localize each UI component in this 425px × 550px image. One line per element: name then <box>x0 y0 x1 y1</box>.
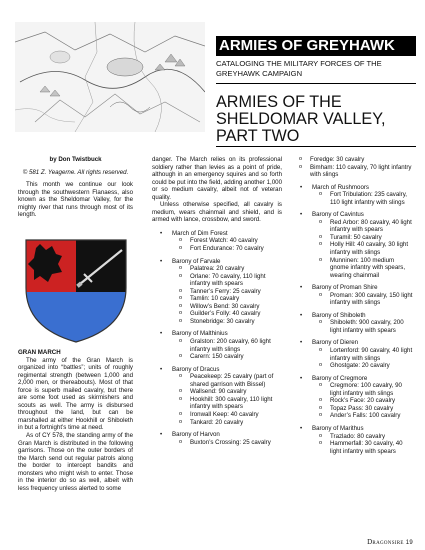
list-item: o Gralston: 200 cavalry, 60 light infantry with slings <box>172 338 282 353</box>
list-item: • Barony of Farvale o Palatrea: 20 cavalry o Orlane: 70 cavalry, 110 light infantry with spears o Tanner’s Ferry: 25 cavalry o Tamlin: 10 cavalry o Willow’s Bend: 30 cavalry o Guilder’s Folly: 40 cavalry o Stonebridge: 30 cavalry <box>152 258 282 326</box>
list-item: • Barony of Cavintus o Red Arbor: 80 cavalry, 40 light infantry with spears o Turamil: 50 cavalry o Holly Hill: 40 cavalry, 30 light infantry with slings o Munninen: 100 medium gnome infantry with spears, wearing chainmail <box>292 211 414 279</box>
list-item: o Guilder’s Folly: 40 cavalry <box>172 310 282 318</box>
list-item: o Topaz Pass: 30 cavalry <box>312 405 414 413</box>
list-item: o Tanner’s Ferry: 25 cavalry <box>172 288 282 296</box>
list-item: o Orlane: 70 cavalry, 110 light infantry with spears <box>172 273 282 288</box>
list-item: o Ironwall Keep: 40 cavalry <box>172 411 282 419</box>
continued-list <box>292 156 414 179</box>
list-item: o Tamlin: 10 cavalry <box>172 295 282 303</box>
list-item: • Barony of Proman Shire o Proman: 300 cavalry, 150 light infantry with slings <box>292 284 414 307</box>
list-item: o Lortenford: 90 cavalry, 40 light infantry with slings <box>312 347 414 362</box>
article-title: ARMIES OF THE SHELDOMAR VALLEY, PART TWO <box>216 93 386 145</box>
gran-march-section <box>18 349 133 492</box>
list-item: o Hammerfall: 30 cavalry, 40 light infantry with spears <box>312 440 414 455</box>
header-rule-top <box>216 83 416 84</box>
list-item: o Tankard: 20 cavalry <box>172 419 282 427</box>
column-two <box>152 156 282 451</box>
list-item: o Proman: 300 cavalry, 150 light infantry with slings <box>312 292 414 307</box>
series-subtitle: CATALOGING THE MILITARY FORCES OF THE GREYHAWK CAMPAIGN <box>216 59 382 78</box>
list-item: o Carern: 150 cavalry <box>172 353 282 361</box>
list-item: • Barony of Harvon o Buxton’s Crossing: 25 cavalry <box>152 431 282 446</box>
page-number: 19 <box>405 540 413 546</box>
series-banner: ARMIES OF GREYHAWK <box>216 36 416 56</box>
byline: by Don Twistbuck <box>49 156 102 163</box>
list-item: o Turamil: 50 cavalry <box>312 234 414 242</box>
list-item: • Barony of Cregmore o Cregmore: 100 cavalry, 90 light infantry with slings o Rock’s Face: 20 cavalry o Topaz Pass: 30 cavalry o Ander’s Falls: 100 cavalry <box>292 375 414 420</box>
list-item: o Holly Hill: 40 cavalry, 30 light infantry with slings <box>312 241 414 256</box>
magazine-name: Dragonsire <box>367 538 404 546</box>
list-item: o Willow’s Bend: 30 cavalry <box>172 303 282 311</box>
list-item: o Foredge: 30 cavalry <box>292 156 414 164</box>
list-item: o Bimham: 110 cavalry, 70 light infantry with slings <box>292 164 414 179</box>
list-item: • Barony of Dracus o Peacekeep: 25 cavalry (part of shared garrison with Bissel) o Wallsend: 90 cavalry o Hookhill: 300 cavalry, 110 light infantry with spears o Ironwall Keep: 40 cavalry o Tankard: 20 cavalry <box>152 366 282 426</box>
list-item: • March of Dim Forest o Forest Watch: 40 cavalry o Fort Endurance: 70 cavalry <box>152 230 282 253</box>
list-item: o Shiboleth: 900 cavalry, 200 light infantry with spears <box>312 319 414 334</box>
list-item: o Ander’s Falls: 100 cavalry <box>312 412 414 420</box>
list-item: o Wallsend: 90 cavalry <box>172 388 282 396</box>
gran-march-paragraph-2: As of CY 578, the standing army of the Gran March is distributed in the following garrisons. Those on the outer borders of the March send out regular patrols along the border to intercept bandits and monsters who might wish to enter. Those in the interior do so as well, albeit with less frequency unless alerted to some <box>18 432 133 492</box>
intro-paragraph: This month we continue our look through the southwestern Flanaess, also known as the Sheldomar Valley, for the mighty river that runs through most of its length. <box>18 181 133 219</box>
list-item: • Barony of Shiboleth o Shiboleth: 900 cavalry, 200 light infantry with spears <box>292 312 414 335</box>
gran-march-shield-icon <box>22 236 130 344</box>
list-item: o Forest Watch: 40 cavalry <box>172 237 282 245</box>
section-heading: GRAN MARCH <box>18 349 61 356</box>
list-item: • March of Rushmoors o Fort Tribulation: 235 cavalry, 110 light infantry with slings <box>292 184 414 207</box>
list-item: • Barony of Dieren o Lortenford: 90 cavalry, 40 light infantry with slings o Ghostgate: 20 cavalry <box>292 339 414 369</box>
list-item: • Barony of Marithus o Trazlado: 80 cavalry o Hammerfall: 30 cavalry, 40 light infantry with spears <box>292 425 414 455</box>
greyhawk-map-icon <box>15 22 205 132</box>
list-item: o Buxton’s Crossing: 25 cavalry <box>172 439 282 447</box>
gran-march-paragraph-1: The army of the Gran March is organized into “battles”; units of roughly regimental strength (between 1,000 and 2,000 men, or thereabouts). Most of that force is superb mailed cavalry, but there are some foot used as skirmishers and scouts as well. The army is disbursed throughout the land, but can be marshalled at either Hookhill or Shiboleth in but a fortnight’s time at need. <box>18 356 133 432</box>
column-three <box>292 156 414 460</box>
list-item: o Red Arbor: 80 cavalry, 40 light infantry with spears <box>312 219 414 234</box>
list-item: o Peacekeep: 25 cavalry (part of shared garrison with Bissel) <box>172 373 282 388</box>
list-item: o Stonebridge: 30 cavalry <box>172 318 282 326</box>
list-item: o Hookhill: 300 cavalry, 110 light infantry with spears <box>172 396 282 411</box>
list-item: • Barony of Malthinius o Gralston: 200 cavalry, 60 light infantry with slings o Carern: 150 cavalry <box>152 330 282 360</box>
list-item: o Rock’s Face: 20 cavalry <box>312 397 414 405</box>
page-footer <box>367 538 413 546</box>
garrison-list <box>152 230 282 446</box>
copyright-notice: © 581 Z. Yeagerne. All rights reserved. <box>22 168 129 176</box>
column-one <box>18 156 133 219</box>
header-rule-bottom <box>216 146 416 147</box>
list-item: o Trazlado: 80 cavalry <box>312 433 414 441</box>
list-item: o Palatrea: 20 cavalry <box>172 265 282 273</box>
col2-paragraph-1: danger. The March relies on its professional soldiery rather than levies as a point of pride, although in an emergency squires and so forth could be put into the field, adding another 1,000 or so medium cavalry, albeit not of veteran quality. <box>152 156 282 201</box>
col2-paragraph-2: Unless otherwise specified, all cavalry is medium, wears chainmail and shield, and is armed with lance, crossbow, and sword. <box>152 201 282 224</box>
list-item: o Cregmore: 100 cavalry, 90 light infantry with slings <box>312 382 414 397</box>
list-item: o Fort Tribulation: 235 cavalry, 110 light infantry with slings <box>312 191 414 206</box>
list-item: o Munninen: 100 medium gnome infantry with spears, wearing chainmail <box>312 257 414 280</box>
list-item: o Ghostgate: 20 cavalry <box>312 362 414 370</box>
garrison-list <box>292 184 414 456</box>
list-item: o Fort Endurance: 70 cavalry <box>172 245 282 253</box>
